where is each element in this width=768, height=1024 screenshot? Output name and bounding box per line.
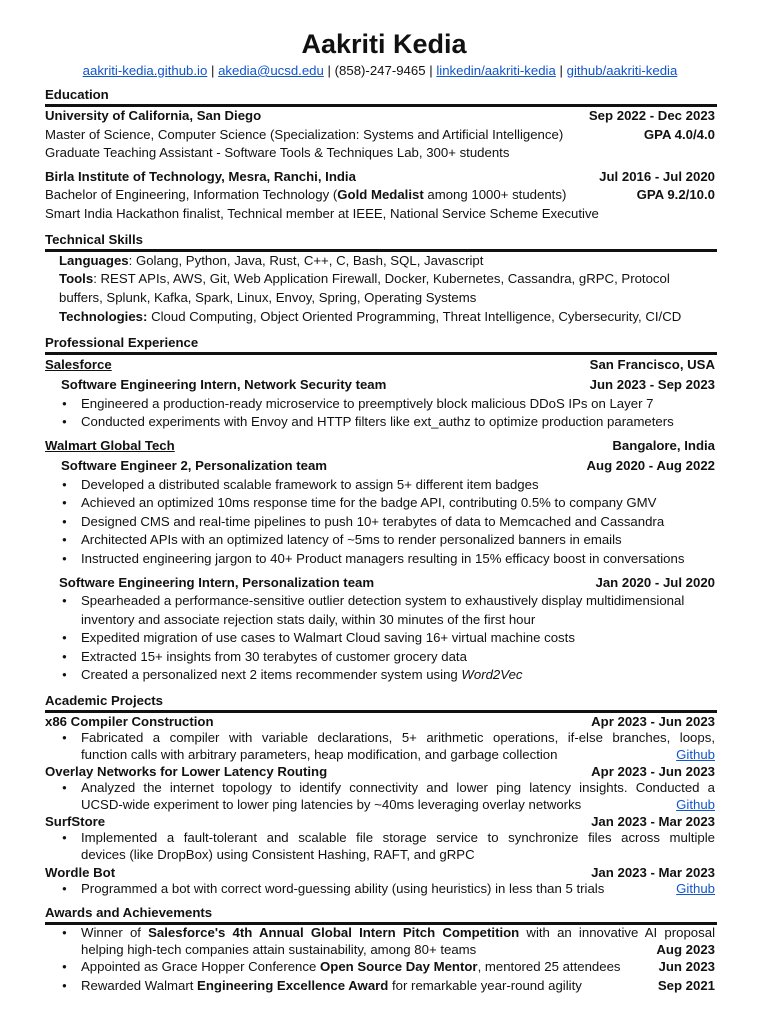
bullet-item: ● Analyzed the internet topology to identify connectivity and lower ping latency insights. Conducted a UCSD-wide experiment to lower ping latencies by ~40ms leveraging overlay networks Github (81, 780, 715, 813)
education-bit-header (45, 168, 715, 187)
website-link[interactable]: aakriti-kedia.github.io (82, 63, 208, 78)
role-title: Software Engineer 2, Personalization team (61, 457, 328, 473)
bullet-item: ● Developed a distributed scalable framework to assign 5+ different item badges (81, 476, 715, 495)
emphasis: Word2Vec (461, 667, 523, 683)
role-header (45, 574, 715, 593)
project-github-link[interactable]: Github (676, 746, 715, 762)
gpa: GPA 4.0/4.0 (643, 126, 715, 142)
bullet-item: ● Spearheaded a performance-sensitive outlier detection system to exhaustively display multidimensional inventory and associate rejection stats daily, within 30 minutes of the first hour (81, 592, 715, 629)
project-header (45, 864, 715, 881)
skill-tools: Tools: REST APIs, AWS, Git, Web Application Firewall, Docker, Kubernetes, Cassandra, gRPC, Protocol (59, 271, 670, 287)
bullet-list (45, 395, 715, 432)
date-range: Apr 2023 - Jun 2023 (591, 714, 715, 730)
candidate-name: Aakriti Kedia (301, 29, 467, 59)
date-range: Apr 2023 - Jun 2023 (591, 764, 715, 780)
skill-technologies: Technologies: Cloud Computing, Object Oriented Programming, Threat Intelligence, Cybersecurity, CI/CD (59, 308, 682, 324)
bullet-list (45, 881, 715, 898)
date-range: Jan 2020 - Jul 2020 (595, 574, 715, 590)
bullet-list (45, 925, 715, 995)
separator: | (327, 63, 331, 78)
phone-number: (858)-247-9465 (334, 63, 426, 78)
degree: Bachelor of Engineering, Information Technology (Gold Medalist among 1000+ students) (45, 187, 567, 203)
project-github-link[interactable]: Github (676, 880, 715, 896)
section-title-education: Education (45, 87, 109, 102)
skill-languages: Languages: Golang, Python, Java, Rust, C++, C, Bash, SQL, Javascript (59, 252, 484, 268)
bullet-item: ● Rewarded Walmart Engineering Excellence Award for remarkable year-round agility Sep 2021 (81, 977, 715, 996)
education-ucsd-degree (45, 126, 715, 145)
bullet-item: ● Instructed engineering jargon to 40+ Product managers resulting in 15% efficacy boost in conversations (81, 550, 715, 569)
email-link[interactable]: akedia@ucsd.edu (218, 63, 324, 78)
separator: | (210, 63, 215, 78)
role-header (45, 375, 715, 395)
project-name: Wordle Bot (45, 864, 116, 880)
date-range: Jun 2023 - Sep 2023 (589, 376, 715, 392)
bullet-list (45, 476, 715, 569)
section-title-skills: Technical Skills (45, 231, 143, 247)
resume-content (45, 84, 715, 996)
role-title: Software Engineering Intern, Network Security team (61, 376, 387, 392)
bullet-item: ● Expedited migration of use cases to Walmart Cloud saving 16+ virtual machine costs (81, 629, 715, 648)
section-title-awards: Awards and Achievements (45, 905, 213, 921)
education-ucsd-header (45, 107, 715, 126)
github-link[interactable]: github/aakriti-kedia (566, 63, 678, 78)
company-location: Bangalore, India (612, 437, 715, 453)
project-name: x86 Compiler Construction (45, 714, 214, 730)
project-header (45, 763, 715, 780)
education-note: Smart India Hackathon finalist, Technical member at IEEE, National Service Scheme Executive (45, 205, 599, 221)
award-date: Aug 2023 (656, 941, 715, 957)
company-location: San Francisco, USA (589, 356, 715, 372)
contact-line (0, 62, 760, 80)
bullet-item: ● Architected APIs with an optimized latency of ~5ms to render personalized banners in emails (81, 531, 715, 550)
bullet-list (45, 730, 715, 763)
bullet-item: ● Designed CMS and real-time pipelines to push 10+ terabytes of data to Memcached and Cassandra (81, 513, 715, 532)
bullet-item: ● Programmed a bot with correct word-guessing ability (using heuristics) in less than 5 trials Github (81, 881, 715, 898)
company-name: Walmart Global Tech (45, 437, 175, 453)
bullet-item: ● Implemented a fault-tolerant and scalable file storage service to synchronize files across multiple devices (like DropBox) using Consistent Hashing, RAFT, and gRPC (81, 830, 715, 863)
date-range: Jan 2023 - Mar 2023 (591, 864, 715, 880)
project-header (45, 813, 715, 830)
section-title-projects: Academic Projects (45, 693, 164, 709)
company-name: Salesforce (45, 356, 112, 372)
honor: Gold Medalist (337, 187, 424, 203)
separator: | (429, 63, 433, 78)
date-range: Aug 2020 - Aug 2022 (586, 457, 715, 473)
company-header (45, 437, 715, 456)
gpa: GPA 9.2/10.0 (636, 187, 715, 203)
bullet-item: ● Engineered a production-ready microservice to preemptively block malicious DDoS IPs on Layer 7 (81, 395, 715, 414)
education-bit-degree (45, 186, 715, 205)
role-title: Software Engineering Intern, Personalization team (59, 574, 375, 590)
bullet-list (45, 780, 715, 813)
role-header (45, 456, 715, 476)
linkedin-link[interactable]: linkedin/aakriti-kedia (436, 63, 556, 78)
degree: Master of Science, Computer Science (Specialization: Systems and Artificial Intelligence) (45, 126, 564, 142)
separator: | (559, 63, 563, 78)
project-name: Overlay Networks for Lower Latency Routing (45, 764, 328, 780)
education-note: Graduate Teaching Assistant - Software Tools & Techniques Lab, 300+ students (45, 145, 510, 161)
date-range: Jan 2023 - Mar 2023 (591, 814, 715, 830)
bullet-item: ● Achieved an optimized 10ms response time for the badge API, contributing 0.5% to company GMV (81, 494, 715, 513)
project-name: SurfStore (45, 814, 106, 830)
company-header (45, 355, 715, 375)
school-name: University of California, San Diego (45, 108, 262, 123)
bullet-item: ● Created a personalized next 2 items recommender system using Word2Vec (81, 666, 715, 685)
bullet-item: ● Winner of Salesforce's 4th Annual Global Intern Pitch Competition with an innovative AI proposal helping high-tech companies attain sustainability, among 80+ teams Aug 2023 (81, 925, 715, 958)
skill-tools-cont: buffers, Splunk, Kafka, Spark, Linux, Envoy, Spring, Operating Systems (59, 290, 477, 306)
bullet-item: ● Fabricated a compiler with variable declarations, 5+ arithmetic operations, if-else branches, loops, function calls with arbitrary parameters, heap modification, and garbage collection Github (81, 730, 715, 763)
date-range: Sep 2022 - Dec 2023 (588, 108, 715, 123)
school-name: Birla Institute of Technology, Mesra, Ranchi, India (45, 168, 356, 184)
award-date: Sep 2021 (657, 978, 715, 993)
bullet-list (45, 592, 715, 685)
date-range: Jul 2016 - Jul 2020 (599, 168, 715, 184)
award-date: Jun 2023 (658, 959, 715, 975)
project-header (45, 713, 715, 730)
bullet-item: ● Appointed as Grace Hopper Conference Open Source Day Mentor, mentored 25 attendees Jun 2023 (81, 958, 715, 977)
bullet-item: ● Extracted 15+ insights from 30 terabytes of customer grocery data (81, 648, 715, 667)
bullet-list (45, 830, 715, 863)
section-title-experience: Professional Experience (45, 334, 199, 350)
project-github-link[interactable]: Github (676, 796, 715, 812)
bullet-item: ● Conducted experiments with Envoy and HTTP filters like ext_authz to optimize production parameters (81, 413, 715, 432)
